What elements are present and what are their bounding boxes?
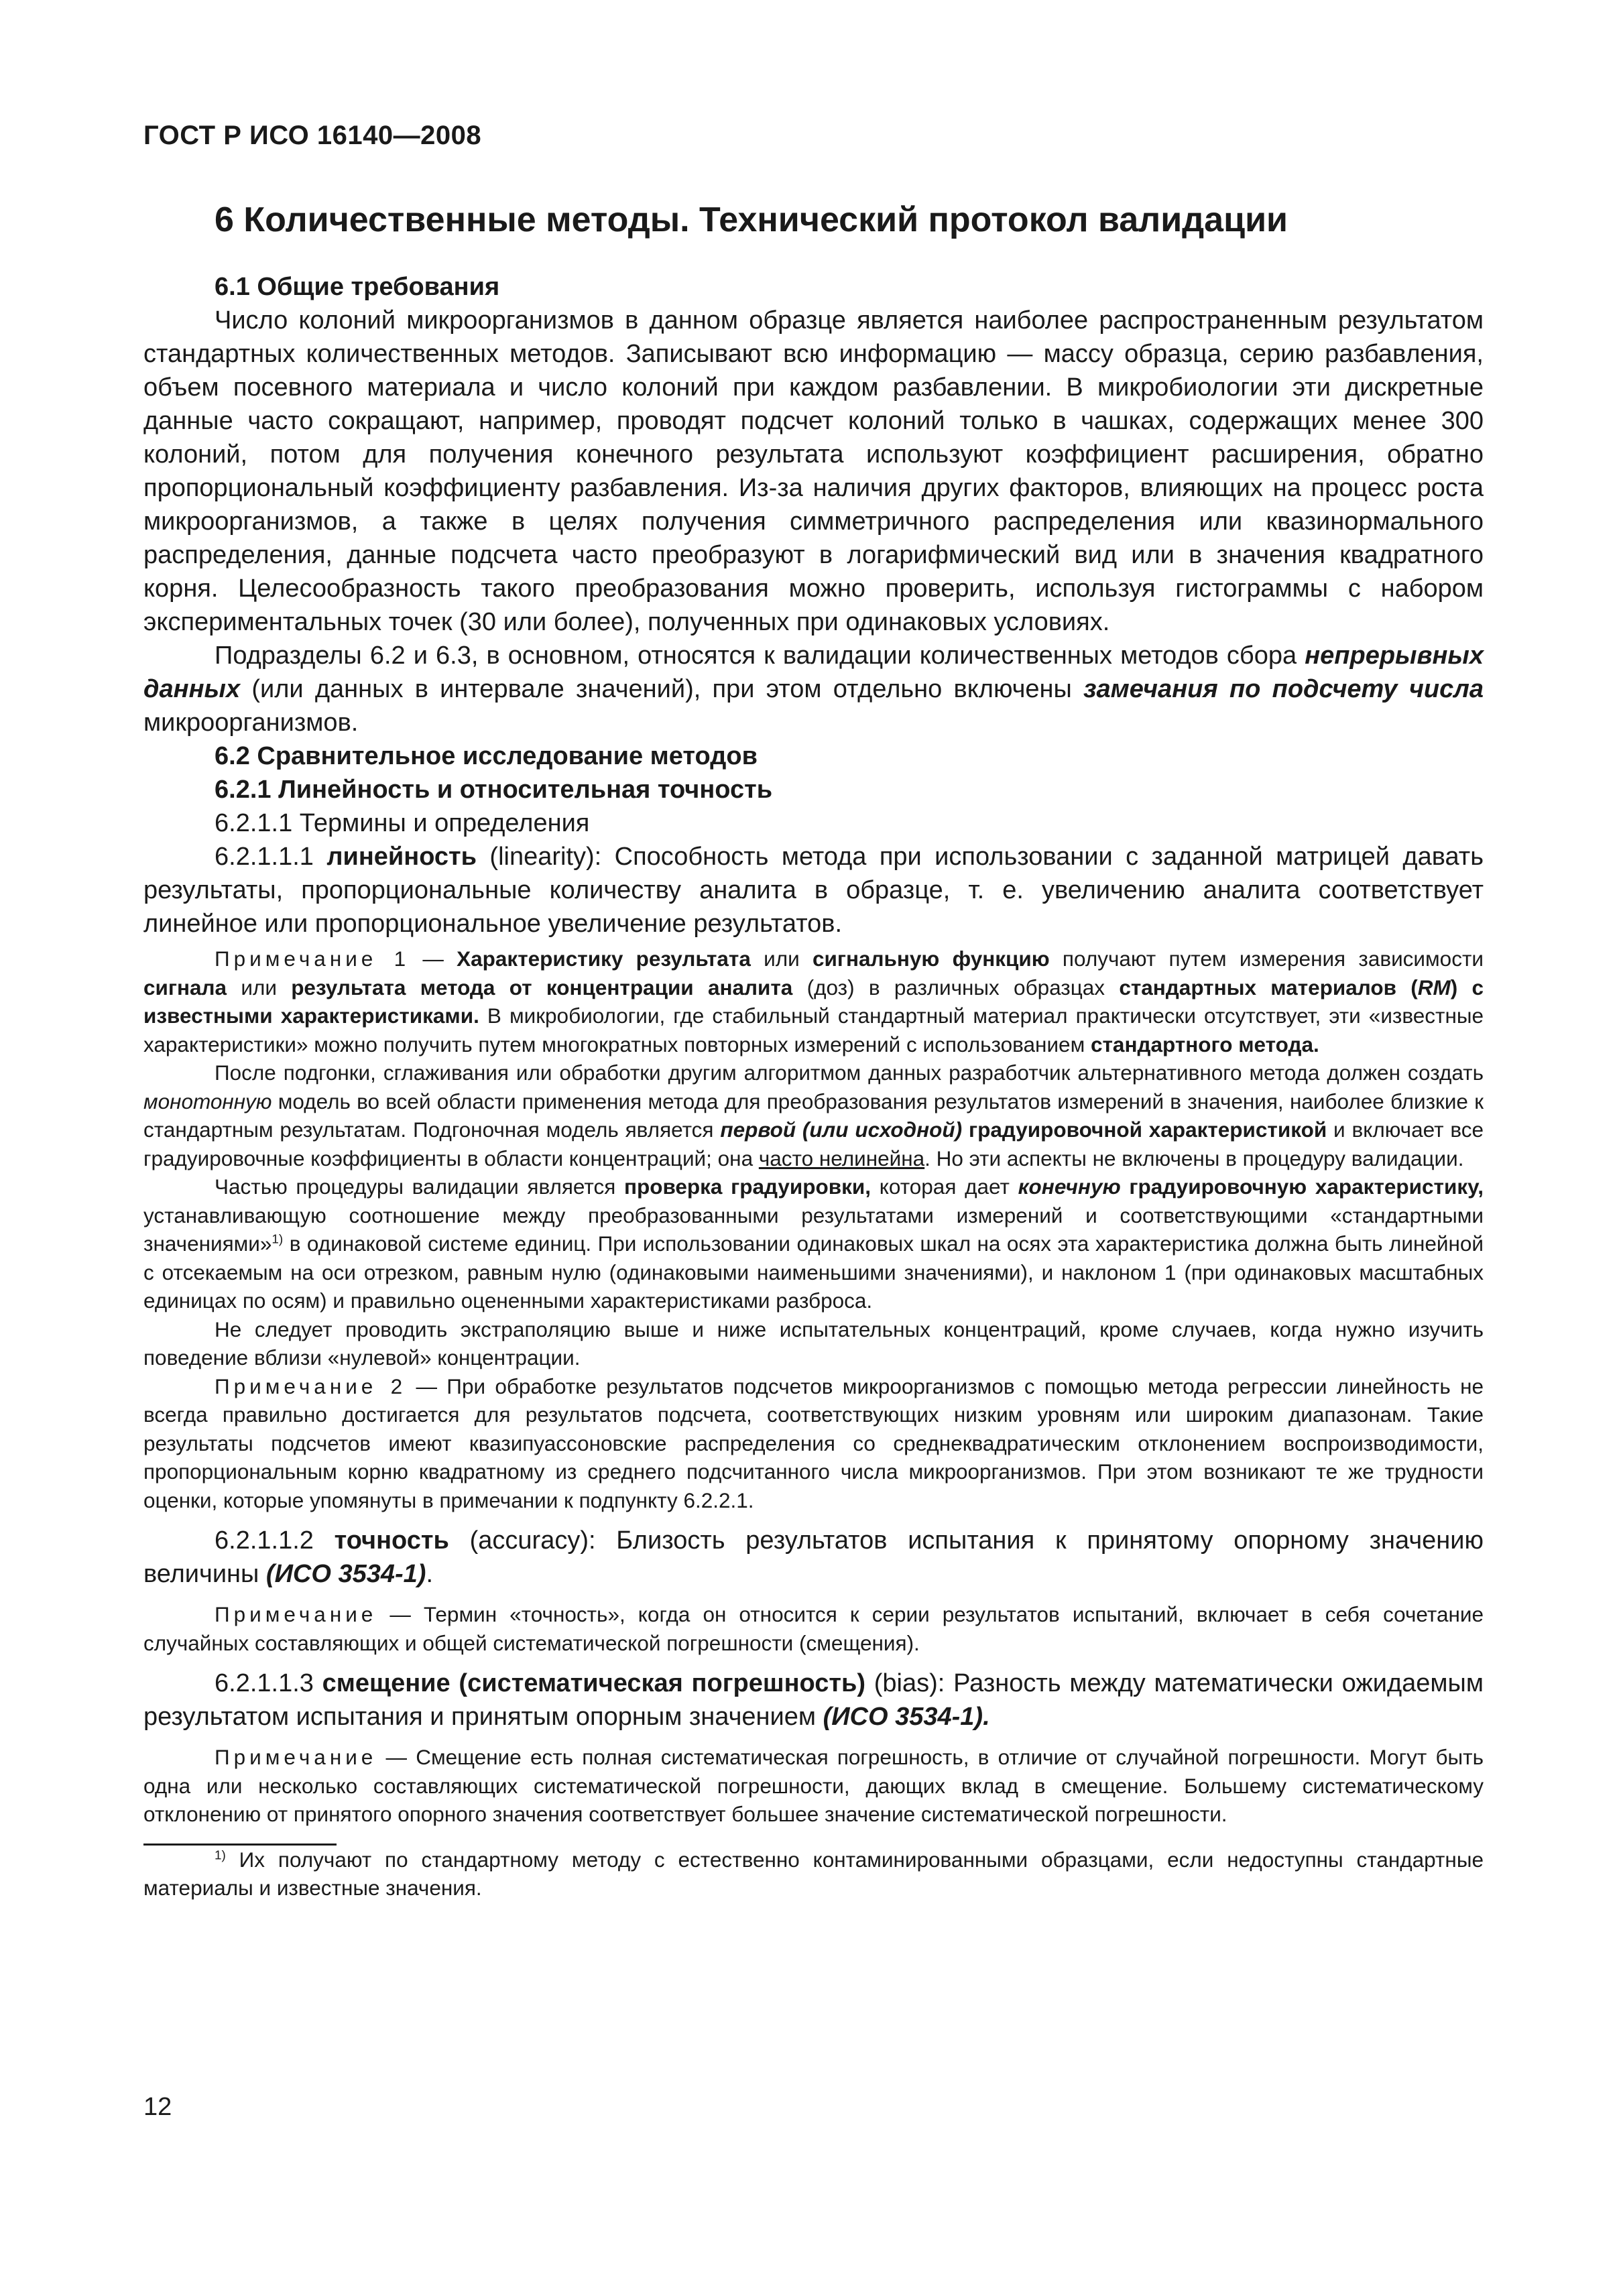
note-1 (143, 945, 1484, 1059)
bold-run: проверка градуировки, (623, 1174, 871, 1199)
term-linearity: линейность (326, 843, 477, 871)
text-run: или (750, 947, 813, 971)
text-run: — При обработке результатов подсчетов микроорганизмов с помощью метода регрессии линейность не всегда правильно достигается для результатов подсчета, соответствующих низким уровням или широким диапазонам. Такие результаты подсчетов имеют квазипуассоновские распределения со среднеквадратическим отклонением воспроизводимости, пропорциональным корню квадратному из среднего подсчитанного числа микроорганизмов. При этом возникают те же трудности оценки, которые упомянуты в примечании к подпункту 6.2.2.1. (143, 1374, 1484, 1512)
heading-6-2-1: 6.2.1 Линейность и относительная точность (215, 776, 773, 804)
definition-linearity (143, 840, 1484, 941)
text-run: модель во всей области применения метода для преобразования результатов измерений в значения, наиболее близкие к стандартным результатам. Подгоночная модель является (143, 1089, 1484, 1142)
note-label: Примечание 1 (215, 947, 410, 971)
note-label: Примечание (215, 1745, 377, 1769)
definition-text: (accuracy): Близость результатов испытания к принятому опорному значению величины (143, 1526, 1484, 1588)
bold-run: градуировочную характеристику, (1120, 1174, 1484, 1199)
text-run: которая дает (871, 1174, 1018, 1199)
paragraph-subsections (143, 639, 1484, 739)
footnote-mark: 1) (215, 1848, 226, 1862)
definition-accuracy (143, 1524, 1484, 1591)
bold-run: сигнала (143, 975, 227, 1000)
text-run: . (426, 1560, 434, 1588)
footnote-1 (143, 1846, 1484, 1902)
footnote-text: Их получают по стандартному методу с естественно контаминированными образцами, если недоступны стандартные материалы и известные значения. (143, 1847, 1484, 1900)
paragraph-extrapolation: Не следует проводить экстраполяцию выше и ниже испытательных концентраций, кроме случаев, когда нужно изучить поведение вблизи «нулевой» концентрации. (143, 1317, 1484, 1370)
section-6-1 (143, 270, 1484, 941)
standard-reference: (ИСО 3534-1). (823, 1703, 990, 1731)
definition-number: 6.2.1.1.1 (215, 843, 327, 871)
definition-text: (bias): Разность между математически ожидаемым результатом испытания и принятым опорным значением (143, 1669, 1484, 1731)
text-run: В микробиологии, где стабильный стандартный материал практически отсутствует, эти «известные характеристики» можно получить путем многократных повторных измерений с использованием (143, 1004, 1484, 1056)
heading-6-1: 6.1 Общие требования (215, 273, 500, 301)
document-code-header: ГОСТ Р ИСО 16140—2008 (143, 121, 482, 150)
page-content (143, 270, 1484, 1902)
emphasis-continuous-data: непрерывных данных (143, 642, 1484, 703)
text-run: получают путем измерения зависимости (1049, 947, 1484, 971)
bold-run: ) с известными характеристиками. (143, 975, 1484, 1028)
section-title: 6 Количественные методы. Технический протокол валидации (215, 200, 1288, 239)
standard-reference: (ИСО 3534-1) (265, 1560, 426, 1588)
definition-bias (143, 1667, 1484, 1734)
term-bias: смещение (систематическая погрешность) (322, 1669, 865, 1697)
definition-accuracy-block (143, 1524, 1484, 1591)
paragraph-calibration-check (143, 1172, 1484, 1315)
bold-run: Характеристику результата (457, 947, 751, 971)
bold-run: стандартных материалов ( (1119, 975, 1418, 1000)
text-run: — (410, 947, 457, 971)
bold-run: градуировочной характеристикой (962, 1117, 1327, 1142)
paragraph-general: Число колоний микроорганизмов в данном образце является наиболее распространенным результатом стандартных количественных методов. Записывают всю информацию — массу образца, серию разбавления, объем посевного материала и число колоний при каждом разбавлении. В микробиологии эти дискретные данные часто сокращают, например, проводят подсчет колоний только в чашках, содержащих менее 300 колоний, потом для получения конечного результата используют коэффициент расширения, обратно пропорциональный коэффициенту разбавления. Из-за наличия других факторов, влияющих на процесс роста микроорганизмов, а также в целях получения симметричного распределения или квазинормального распределения, данные подсчета часто преобразуют в логарифмический вид или в значения квадратного корня. Целесообразность такого преобразования можно проверить, используя гистограммы с набором экспериментальных точек (30 или более), полученных при одинаковых условиях. (143, 306, 1484, 636)
definition-number: 6.2.1.1.3 (215, 1669, 322, 1697)
bold-run: сигнальную функцию (812, 947, 1050, 971)
text-run: Частью процедуры валидации является (215, 1174, 624, 1199)
definition-text: (linearity): Способность метода при использовании с заданной матрицей давать результаты, пропорциональные количеству аналита в образце, т. е. увеличению аналита соответствует линейное или пропорциональное увеличение результатов. (143, 843, 1484, 938)
text-run: микроорганизмов. (143, 709, 359, 737)
text-run: После подгонки, сглаживания или обработки другим алгоритмом данных разработчик альтернативного метода должен создать (215, 1061, 1484, 1085)
bold-italic-run: RM (1417, 975, 1451, 1000)
text-run: . Но эти аспекты не включены в процедуру валидации. (924, 1146, 1464, 1170)
text-run: — Термин «точность», когда он относится к серии результатов испытаний, включает в себя сочетание случайных составляющих и общей систематической погрешности (смещения). (143, 1602, 1484, 1655)
footnote (143, 1846, 1484, 1902)
note-label: Примечание 2 (215, 1374, 407, 1398)
text-run: Подразделы 6.2 и 6.3, в основном, относятся к валидации количественных методов сбора (215, 642, 1305, 670)
underlined-run: часто нелинейна (758, 1146, 925, 1170)
notes-block-1 (143, 945, 1484, 1514)
definition-bias-block (143, 1667, 1484, 1734)
notes-block-3 (143, 1743, 1484, 1829)
page-number: 12 (143, 2093, 172, 2121)
text-run: — Смещение есть полная систематическая погрешность, в отличие от случайной погрешности. Могут быть одна или несколько составляющих систематической погрешности, дающих вклад в смещение. Большему систематическому отклонению от принятого опорного значения соответствует большее значение систематической погрешности. (143, 1745, 1484, 1826)
heading-6-2-1-1: 6.2.1.1 Термины и определения (215, 809, 590, 837)
term-accuracy: точность (334, 1526, 449, 1555)
emphasis-count-remarks: замечания по подсчету числа (1083, 675, 1484, 703)
bold-italic-run: конечную (1018, 1174, 1121, 1199)
text-run: или (227, 975, 292, 1000)
definition-number: 6.2.1.1.2 (215, 1526, 335, 1555)
note-bias (143, 1743, 1484, 1829)
text-run: (или данных в интервале значений), при этом отдельно включены (240, 675, 1084, 703)
note-label: Примечание (215, 1602, 377, 1626)
text-run: устанавливающую соотношение между преобразованными результатами измерений и соответствующими «стандартными значениями» (143, 1203, 1484, 1256)
notes-block-2 (143, 1600, 1484, 1657)
text-run: в одинаковой системе единиц. При использовании одинаковых шкал на осях эта характеристика должна быть линейной с отсекаемым на оси отрезком, равным нулю (одинаковыми наименьшими значениями), и наклоном 1 (при одинаковых масштабных единицах по осям) и правильно оцененными характеристиками разброса. (143, 1231, 1484, 1313)
bold-run: стандартного метода. (1090, 1032, 1319, 1056)
text-run: и включает все градуировочные коэффициенты в области концентраций; она (143, 1117, 1484, 1170)
note-2 (143, 1372, 1484, 1515)
paragraph-fitting (143, 1059, 1484, 1172)
text-run: (доз) в различных образцах (792, 975, 1120, 1000)
bold-italic-run: первой (или исходной) (720, 1117, 963, 1142)
heading-6-2: 6.2 Сравнительное исследование методов (215, 742, 758, 770)
bold-run: результата метода от концентрации аналита (291, 975, 793, 1000)
footnote-reference: 1) (272, 1232, 284, 1247)
note-accuracy (143, 1600, 1484, 1657)
italic-run: монотонную (143, 1089, 272, 1113)
